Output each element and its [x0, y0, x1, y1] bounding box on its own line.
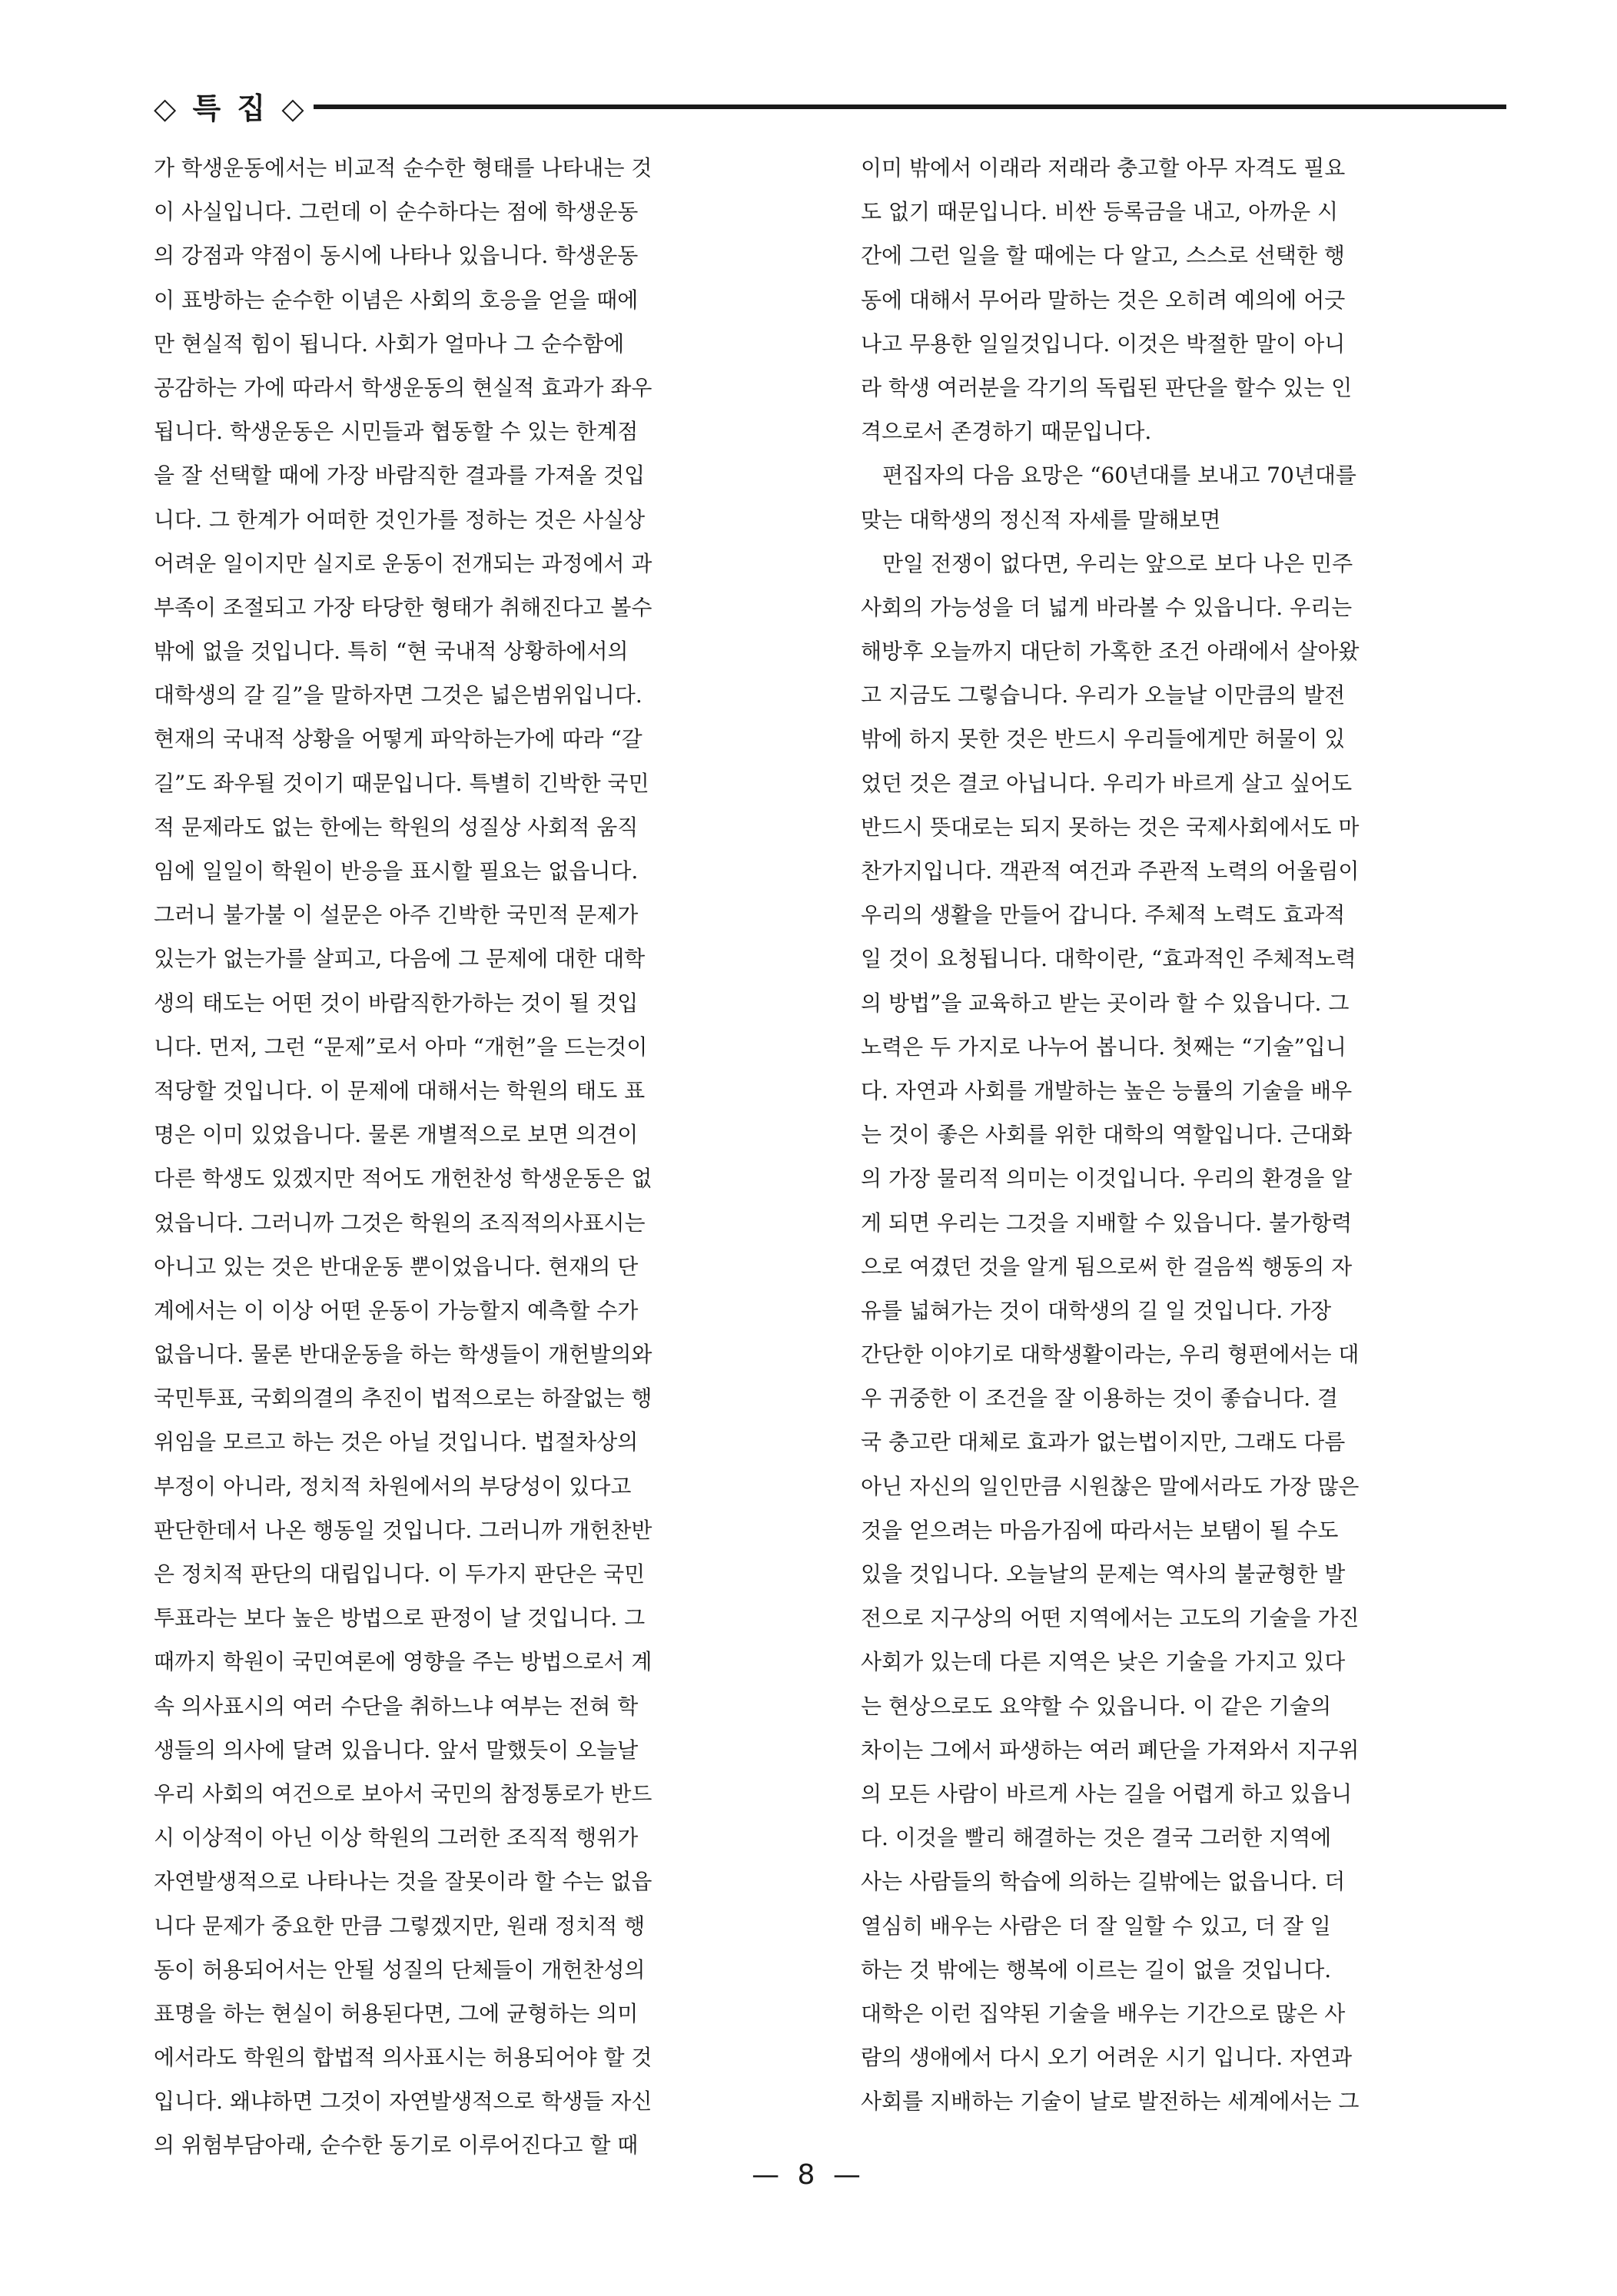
text-line: 부족이 조절되고 가장 타당한 형태가 취해진다고 볼수: [154, 594, 652, 620]
text-line: 표명을 하는 현실이 허용된다면, 그에 균형하는 의미: [154, 2000, 639, 2026]
text-line: 입니다. 왜냐하면 그것이 자연발생적으로 학생들 자신: [154, 2089, 652, 2115]
text-line: 투표라는 보다 높은 방법으로 판정이 날 것입니다. 그: [154, 1605, 646, 1631]
text-line: 나고 무용한 일일것입니다. 이것은 박절한 말이 아니: [861, 330, 1346, 357]
text-line: 공감하는 가에 따라서 학생운동의 현실적 효과가 좌우: [154, 374, 652, 400]
page-number: — 8 —: [752, 2159, 865, 2191]
text-line: 의 가장 물리적 의미는 이것입니다. 우리의 환경을 알: [861, 1166, 1353, 1192]
text-line: 자연발생적으로 나타나는 것을 잘못이라 할 수는 없읍: [154, 1869, 652, 1895]
text-line: 있을 것입니다. 오늘날의 문제는 역사의 불균형한 발: [861, 1561, 1346, 1587]
text-line: 적당할 것입니다. 이 문제에 대해서는 학원의 태도 표: [154, 1077, 646, 1103]
text-line: 사회의 가능성을 더 넓게 바라볼 수 있읍니다. 우리는: [861, 594, 1353, 620]
text-line: 격으로서 존경하기 때문입니다.: [861, 419, 1152, 445]
text-line: 게 되면 우리는 그것을 지배할 수 있읍니다. 불가항력: [861, 1209, 1353, 1236]
text-line: 국 충고란 대체로 효과가 없는법이지만, 그래도 다름: [861, 1429, 1346, 1455]
text-line: 있는가 없는가를 살피고, 다음에 그 문제에 대한 대학: [154, 946, 646, 972]
text-line: 부정이 아니라, 정치적 차원에서의 부당성이 있다고: [154, 1473, 632, 1499]
text-line: 생들의 의사에 달려 있읍니다. 앞서 말했듯이 오늘날: [154, 1737, 639, 1763]
text-line: 밖에 하지 못한 것은 반드시 우리들에게만 허물이 있: [861, 726, 1346, 752]
text-line: 적 문제라도 없는 한에는 학원의 성질상 사회적 움직: [154, 814, 639, 840]
text-line: 차이는 그에서 파생하는 여러 폐단을 가져와서 지구위: [861, 1737, 1360, 1763]
text-line: 사회를 지배하는 기술이 날로 발전하는 세계에서는 그: [861, 2089, 1360, 2115]
text-line: 현재의 국내적 상황을 어떻게 파악하는가에 따라 “갈: [154, 726, 642, 752]
text-line: 의 모든 사람이 바르게 사는 길을 어렵게 하고 있읍니: [861, 1780, 1353, 1807]
text-line: 우리의 생활을 만들어 갑니다. 주체적 노력도 효과적: [861, 902, 1346, 928]
text-line: 길”도 좌우될 것이기 때문입니다. 특별히 긴박한 국민: [154, 770, 649, 796]
text-line: 열심히 배우는 사람은 더 잘 일할 수 있고, 더 잘 일: [861, 1913, 1331, 1939]
text-line: 는 것이 좋은 사회를 위한 대학의 역할입니다. 근대화: [861, 1122, 1353, 1148]
text-line: 없읍니다. 물론 반대운동을 하는 학생들이 개헌발의와: [154, 1342, 652, 1368]
text-line: 니다. 먼저, 그런 “문제”로서 아마 “개헌”을 드는것이: [154, 1034, 648, 1060]
text-line: 명은 이미 있었읍니다. 물론 개별적으로 보면 의견이: [154, 1122, 639, 1148]
text-line: 위임을 모르고 하는 것은 아닐 것입니다. 법절차상의: [154, 1429, 639, 1455]
section-header: [154, 86, 1506, 124]
text-line: 동이 허용되어서는 안될 성질의 단체들이 개헌찬성의: [154, 1956, 646, 1982]
text-line: 계에서는 이 이상 어떤 운동이 가능할지 예측할 수가: [154, 1297, 639, 1323]
text-line: 라 학생 여러분을 각기의 독립된 판단을 할수 있는 인: [861, 374, 1353, 400]
text-line: 만일 전쟁이 없다면, 우리는 앞으로 보다 나은 민주: [861, 550, 1353, 576]
text-line: 가 학생운동에서는 비교적 순수한 형태를 나타내는 것: [154, 155, 652, 181]
text-line: 전으로 지구상의 어떤 지역에서는 고도의 기술을 가진: [861, 1605, 1360, 1631]
text-line: 간단한 이야기로 대학생활이라는, 우리 형편에서는 대: [861, 1342, 1360, 1368]
text-line: 었던 것은 결코 아닙니다. 우리가 바르게 살고 싶어도: [861, 770, 1353, 796]
text-line: 해방후 오늘까지 대단히 가혹한 조건 아래에서 살아왔: [861, 639, 1360, 665]
text-line: 유를 넓혀가는 것이 대학생의 길 일 것입니다. 가장: [861, 1297, 1332, 1323]
text-line: 대학생의 갈 길”을 말하자면 그것은 넓은범위입니다.: [154, 682, 642, 708]
section-title: ◇ 특 집 ◇: [154, 91, 307, 125]
text-line: 의 강점과 약점이 동시에 나타나 있읍니다. 학생운동: [154, 243, 639, 269]
text-line: 다른 학생도 있겠지만 적어도 개헌찬성 학생운동은 없: [154, 1166, 652, 1192]
text-line: 편집자의 다음 요망은 “60년대를 보내고 70년대를: [861, 463, 1356, 489]
text-line: 니다 문제가 중요한 만큼 그렇겠지만, 원래 정치적 행: [154, 1913, 646, 1939]
text-line: 의 위험부담아래, 순수한 동기로 이루어진다고 할 때: [154, 2132, 639, 2158]
text-line: 우리 사회의 여건으로 보아서 국민의 참정통로가 반드: [154, 1780, 652, 1807]
text-line: 의 방법”을 교육하고 받는 곳이라 할 수 있읍니다. 그: [861, 990, 1350, 1016]
text-line: 고 지금도 그렇습니다. 우리가 오늘날 이만큼의 발전: [861, 682, 1346, 708]
text-line: 찬가지입니다. 객관적 여건과 주관적 노력의 어울림이: [861, 858, 1360, 884]
text-line: 됩니다. 학생운동은 시민들과 협동할 수 있는 한계점: [154, 419, 639, 445]
text-line: 에서라도 학원의 합법적 의사표시는 허용되어야 할 것: [154, 2045, 652, 2071]
text-line: 맞는 대학생의 정신적 자세를 말해보면: [861, 506, 1221, 533]
text-line: 우 귀중한 이 조건을 잘 이용하는 것이 좋습니다. 결: [861, 1385, 1339, 1412]
text-line: 니다. 그 한계가 어떠한 것인가를 정하는 것은 사실상: [154, 506, 646, 533]
text-line: 시 이상적이 아닌 이상 학원의 그러한 조직적 행위가: [154, 1825, 639, 1851]
left-column: [154, 146, 799, 2158]
text-line: 이미 밖에서 이래라 저래라 충고할 아무 자격도 필요: [861, 155, 1346, 181]
text-line: 속 의사표시의 여러 수단을 취하느냐 여부는 전혀 학: [154, 1693, 639, 1719]
text-line: 대학은 이런 집약된 기술을 배우는 기간으로 많은 사: [861, 2000, 1346, 2026]
text-line: 아닌 자신의 일인만큼 시원찮은 말에서라도 가장 많은: [861, 1473, 1360, 1499]
text-line: 판단한데서 나온 행동일 것입니다. 그러니까 개헌찬반: [154, 1517, 652, 1543]
text-line: 생의 태도는 어떤 것이 바람직한가하는 것이 될 것입: [154, 990, 639, 1016]
text-line: 사회가 있는데 다른 지역은 낮은 기술을 가지고 있다: [861, 1649, 1346, 1675]
text-line: 반드시 뜻대로는 되지 못하는 것은 국제사회에서도 마: [861, 814, 1360, 840]
text-line: 이 표방하는 순수한 이념은 사회의 호응을 얻을 때에: [154, 287, 639, 313]
text-line: 이 사실입니다. 그런데 이 순수하다는 점에 학생운동: [154, 199, 639, 225]
text-line: 국민투표, 국회의결의 추진이 법적으로는 하잘없는 행: [154, 1385, 652, 1412]
text-line: 밖에 없을 것입니다. 특히 “현 국내적 상황하에서의: [154, 639, 629, 665]
text-line: 어려운 일이지만 실지로 운동이 전개되는 과정에서 과: [154, 550, 652, 576]
text-line: 사는 사람들의 학습에 의하는 길밖에는 없읍니다. 더: [861, 1869, 1346, 1895]
text-line: 하는 것 밖에는 행복에 이르는 길이 없을 것입니다.: [861, 1956, 1332, 1982]
text-line: 것을 얻으려는 마음가짐에 따라서는 보탬이 될 수도: [861, 1517, 1339, 1543]
right-column: [861, 146, 1506, 2125]
text-line: 다. 자연과 사회를 개발하는 높은 능률의 기술을 배우: [861, 1077, 1353, 1103]
text-line: 었읍니다. 그러니까 그것은 학원의 조직적의사표시는: [154, 1209, 646, 1236]
text-line: 그러니 불가불 이 설문은 아주 긴박한 국민적 문제가: [154, 902, 639, 928]
text-line: 간에 그런 일을 할 때에는 다 알고, 스스로 선택한 행: [861, 243, 1345, 269]
text-line: 임에 일일이 학원이 반응을 표시할 필요는 없읍니다.: [154, 858, 639, 884]
text-line: 는 현상으로도 요약할 수 있읍니다. 이 같은 기술의: [861, 1693, 1332, 1719]
text-line: 으로 여겼던 것을 알게 됨으로써 한 걸음씩 행동의 자: [861, 1253, 1353, 1279]
text-line: 일 것이 요청됩니다. 대학이란, “효과적인 주체적노력: [861, 946, 1356, 972]
text-line: 동에 대해서 무어라 말하는 것은 오히려 예의에 어긋: [861, 287, 1346, 313]
text-line: 도 없기 때문입니다. 비싼 등록금을 내고, 아까운 시: [861, 199, 1339, 225]
text-line: 람의 생애에서 다시 오기 어려운 시기 입니다. 자연과: [861, 2045, 1353, 2071]
text-line: 은 정치적 판단의 대립입니다. 이 두가지 판단은 국민: [154, 1561, 646, 1587]
text-line: 다. 이것을 빨리 해결하는 것은 결국 그러한 지역에: [861, 1825, 1332, 1851]
header-rule: [314, 105, 1506, 109]
text-line: 아니고 있는 것은 반대운동 뿐이었읍니다. 현재의 단: [154, 1253, 639, 1279]
text-line: 노력은 두 가지로 나누어 봅니다. 첫째는 “기술”입니: [861, 1034, 1346, 1060]
text-line: 만 현실적 힘이 됩니다. 사회가 얼마나 그 순수함에: [154, 330, 625, 357]
text-line: 을 잘 선택할 때에 가장 바람직한 결과를 가져올 것입: [154, 463, 646, 489]
text-line: 때까지 학원이 국민여론에 영향을 주는 방법으로서 계: [154, 1649, 652, 1675]
